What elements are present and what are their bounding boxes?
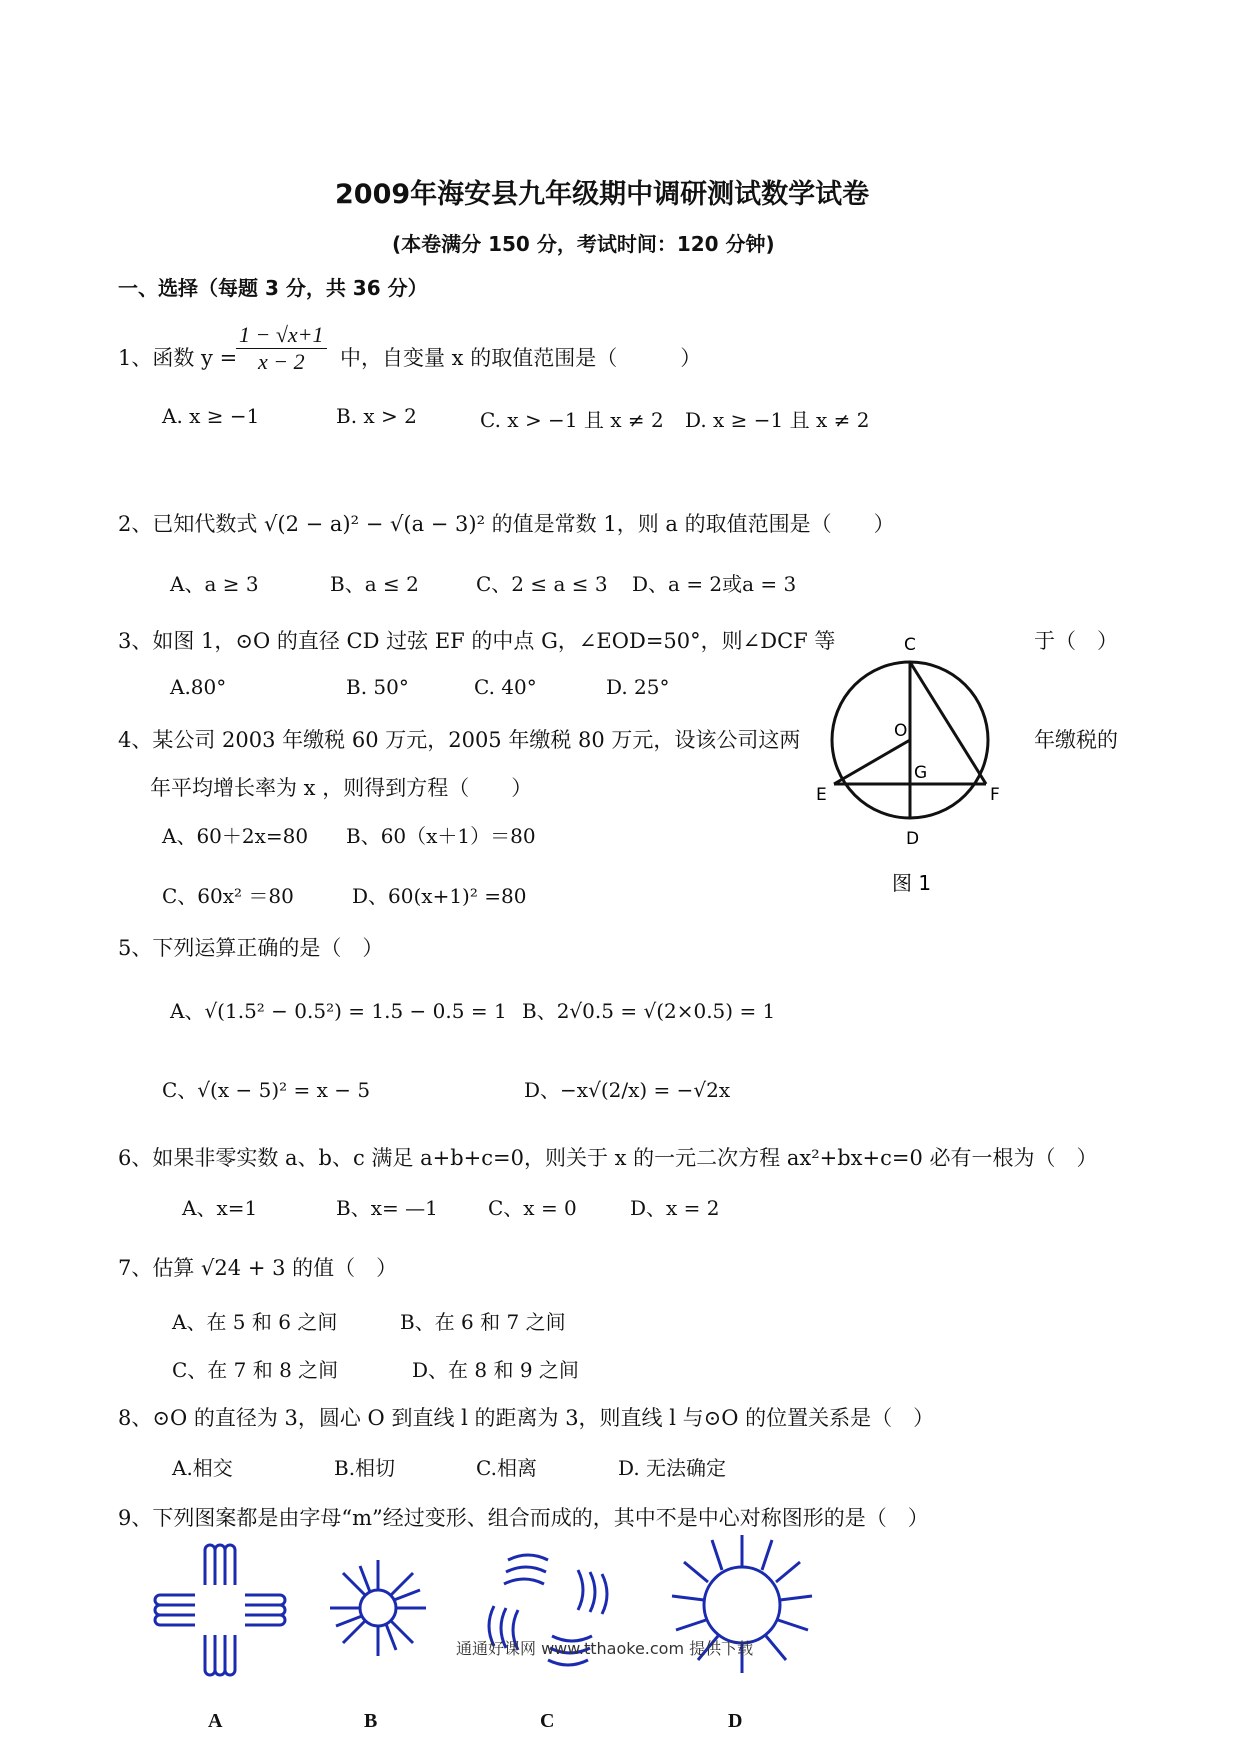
q6-text: 6、如果非零实数 a、b、c 满足 a+b+c=0，则关于 x 的一元二次方程 ax²+bx+c=0 必有一根为（ ） (118, 1146, 1098, 1170)
label-g: G (914, 763, 928, 783)
q2-option-d: D、a = 2或a = 3 (632, 572, 797, 596)
q5-option-c: C、√(x − 5)² = x − 5 (162, 1078, 371, 1102)
q1-fraction-denominator: x − 2 (257, 349, 305, 374)
q1-option-c: C. x > −1 且 x ≠ 2 (480, 408, 664, 432)
q3-option-a: A.80° (170, 675, 227, 699)
q2-option-c: C、2 ≤ a ≤ 3 (476, 572, 608, 596)
pattern-d-label: D (728, 1710, 743, 1732)
q1-suffix: 中，自变量 x 的取值范围是（ ） (340, 346, 702, 370)
q4-option-b: B、60（x＋1）＝80 (346, 824, 536, 848)
figure-1-caption: 图 1 (892, 871, 932, 895)
footer-watermark: 通通好课网 www.tthaoke.com 提供下载 (456, 1639, 754, 1658)
q5-text: 5、下列运算正确的是（ ） (118, 936, 384, 960)
q8-option-b: B.相切 (334, 1456, 396, 1480)
q4-option-c: C、60x² ＝80 (162, 884, 294, 908)
q5-option-b: B、2√0.5 = √(2×0.5) = 1 (522, 999, 776, 1023)
segment-oe (834, 740, 910, 784)
label-c: C (904, 635, 916, 655)
q4-option-d: D、60(x+1)² =80 (352, 884, 527, 908)
label-e: E (816, 785, 827, 805)
q3-option-d: D. 25° (606, 675, 670, 699)
label-o: O (894, 721, 908, 741)
q3-text-end: 于（ ） (1034, 629, 1118, 653)
q5-option-a: A、√(1.5² − 0.5²) = 1.5 − 0.5 = 1 (170, 999, 507, 1023)
q2-option-b: B、a ≤ 2 (330, 572, 419, 596)
q8-text: 8、⊙O 的直径为 3，圆心 O 到直线 l 的距离为 3，则直线 l 与⊙O 的位置关系是（ ） (118, 1406, 935, 1430)
q1-prefix: 1、函数 y = (118, 346, 238, 370)
q6-option-a: A、x=1 (182, 1196, 258, 1220)
page-subtitle: (本卷满分 150 分，考试时间：120 分钟) (392, 232, 775, 256)
q8-option-a: A.相交 (172, 1456, 233, 1480)
label-f: F (990, 785, 1000, 805)
figure-1-circle-diagram (816, 630, 1020, 900)
label-d: D (906, 829, 920, 849)
q1-option-b: B. x > 2 (336, 404, 417, 428)
q1-option-d: D. x ≥ −1 且 x ≠ 2 (685, 408, 870, 432)
q6-option-d: D、x = 2 (630, 1196, 720, 1220)
q8-option-d: D. 无法确定 (618, 1456, 727, 1480)
q3-option-b: B. 50° (346, 675, 409, 699)
q3-option-c: C. 40° (474, 675, 537, 699)
q4-option-a: A、60＋2x=80 (162, 824, 309, 848)
q4-line1: 4、某公司 2003 年缴税 60 万元，2005 年缴税 80 万元，设该公司这两 (118, 728, 801, 752)
section-heading: 一、选择（每题 3 分，共 36 分） (118, 276, 428, 300)
pattern-a-image (150, 1540, 290, 1680)
pattern-b-image (318, 1548, 438, 1668)
q6-option-b: B、x= —1 (336, 1196, 438, 1220)
q7-option-a: A、在 5 和 6 之间 (172, 1310, 338, 1334)
q1-fraction-numerator: 1 − √x+1 (236, 322, 327, 349)
q4-line2: 年平均增长率为 x ，则得到方程（ ） (150, 776, 533, 800)
q3-text: 3、如图 1，⊙O 的直径 CD 过弦 EF 的中点 G，∠EOD=50°，则∠DCF 等 (118, 629, 836, 653)
q1-option-a: A. x ≥ −1 (162, 404, 260, 428)
pattern-a-label: A (208, 1710, 223, 1732)
pattern-c-label: C (540, 1710, 555, 1732)
page-title: 2009年海安县九年级期中调研测试数学试卷 (335, 179, 870, 210)
q7-option-c: C、在 7 和 8 之间 (172, 1358, 339, 1382)
q2-option-a: A、a ≥ 3 (170, 572, 259, 596)
q2-text: 2、已知代数式 √(2 − a)² − √(a − 3)² 的值是常数 1，则 a 的取值范围是（ ） (118, 512, 895, 536)
q1-fraction (236, 322, 327, 375)
pattern-b-label: B (364, 1710, 378, 1732)
q7-text: 7、估算 √24 + 3 的值（ ） (118, 1256, 398, 1280)
pattern-c-image (478, 1540, 618, 1680)
q5-option-d: D、−x√(2/x) = −√2x (524, 1078, 731, 1102)
q7-option-b: B、在 6 和 7 之间 (400, 1310, 566, 1334)
q6-option-c: C、x = 0 (488, 1196, 577, 1220)
q9-text: 9、下列图案都是由字母“m”经过变形、组合而成的，其中不是中心对称图形的是（ ） (118, 1506, 929, 1530)
q7-option-d: D、在 8 和 9 之间 (412, 1358, 579, 1382)
q4-line1-end: 年缴税的 (1034, 728, 1118, 752)
q8-option-c: C.相离 (476, 1456, 537, 1480)
